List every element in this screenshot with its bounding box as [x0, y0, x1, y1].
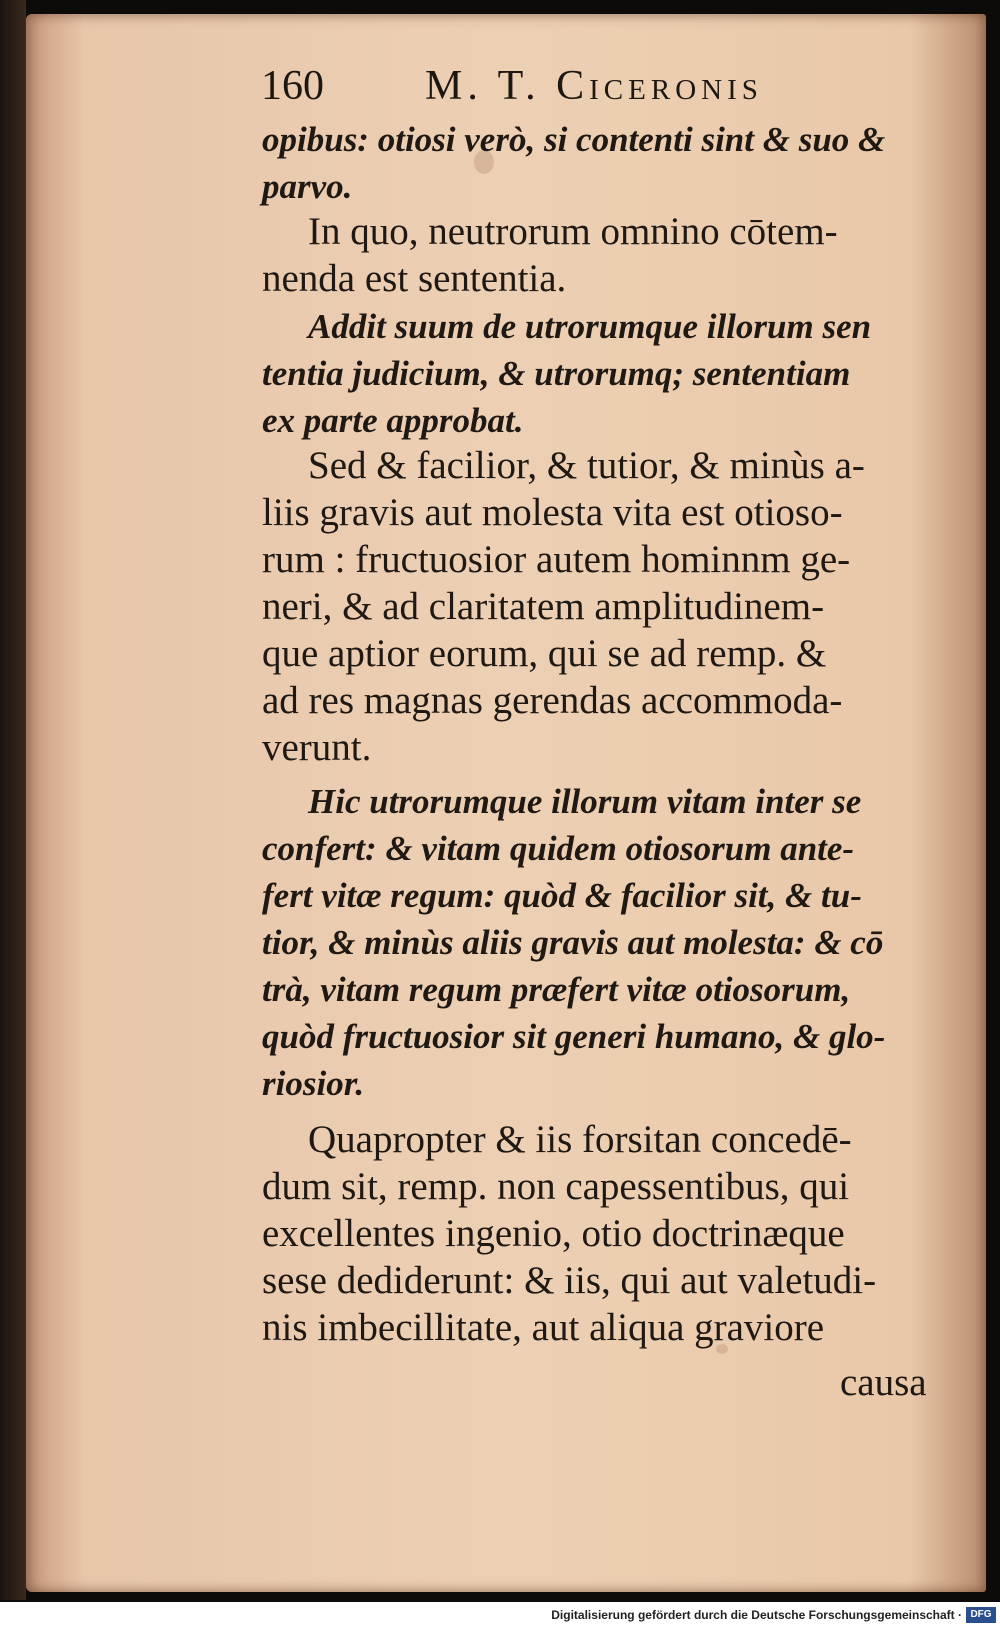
text-line: liis gravis aut molesta vita est otioso- — [262, 491, 843, 534]
paragraph-6 — [262, 1116, 942, 1351]
text-line: tior, & minùs aliis gravis aut molesta: & cō — [262, 923, 884, 962]
text-line: ad res magnas gerendas accommoda- — [262, 679, 843, 722]
catchword: causa — [840, 1361, 927, 1404]
text-line: In quo, neutrorum omnino cōtem- — [308, 210, 838, 253]
text-line: trà, vitam regum præfert vitæ otiosorum, — [262, 970, 851, 1009]
text-line: riosior. — [262, 1064, 365, 1103]
text-line: ex parte approbat. — [262, 401, 524, 440]
text-line: neri, & ad claritatem amplitudinem- — [262, 585, 825, 628]
text-line: verunt. — [262, 726, 372, 769]
text-line: parvo. — [262, 167, 353, 206]
book-spine-edge — [0, 0, 26, 1600]
text-line: Addit suum de utrorumque illorum sen — [308, 307, 872, 346]
page-header — [261, 62, 941, 110]
text-line: dum sit, remp. non capessentibus, qui — [262, 1165, 850, 1208]
paragraph-4 — [262, 442, 942, 771]
text-line: fert vitæ regum: quòd & facilior sit, & tu- — [262, 876, 862, 915]
paragraph-3-summary — [262, 303, 942, 444]
text-line: confert: & vitam quidem otiosorum ante- — [262, 829, 855, 868]
text-line: Hic utrorumque illorum vitam inter se — [308, 782, 862, 821]
text-line: Quapropter & iis forsitan concedē- — [308, 1118, 852, 1161]
text-line: que aptior eorum, qui se ad remp. & — [262, 632, 827, 675]
digitization-footer — [0, 1602, 1000, 1629]
text-line: nis imbecillitate, aut aliqua graviore — [262, 1306, 825, 1349]
page-number: 160 — [261, 63, 324, 109]
text-line: excellentes ingenio, otio doctrinæque — [262, 1212, 845, 1255]
text-line: opibus: otiosi verò, si contenti sint & suo & — [262, 120, 886, 159]
text-line: quòd fructuosior sit generi humano, & glo- — [262, 1017, 886, 1056]
paragraph-5-summary — [262, 778, 942, 1107]
text-line: rum : fructuosior autem hominnm ge- — [262, 538, 851, 581]
text-line: nenda est sententia. — [262, 257, 567, 300]
text-line: Sed & facilior, & tutior, & minùs a- — [308, 444, 865, 487]
text-line: sese dediderunt: & iis, qui aut valetudi- — [262, 1259, 877, 1302]
text-line: tentia judicium, & utrorumq; sententiam — [262, 354, 851, 393]
paragraph-2 — [262, 208, 942, 302]
running-head: M. T. Ciceronis — [425, 63, 763, 109]
paragraph-1 — [262, 116, 942, 210]
dfg-logo-icon: DFG — [966, 1607, 996, 1623]
footer-credit: Digitalisierung gefördert durch die Deutsche Forschungsgemeinschaft · — [551, 1608, 962, 1622]
